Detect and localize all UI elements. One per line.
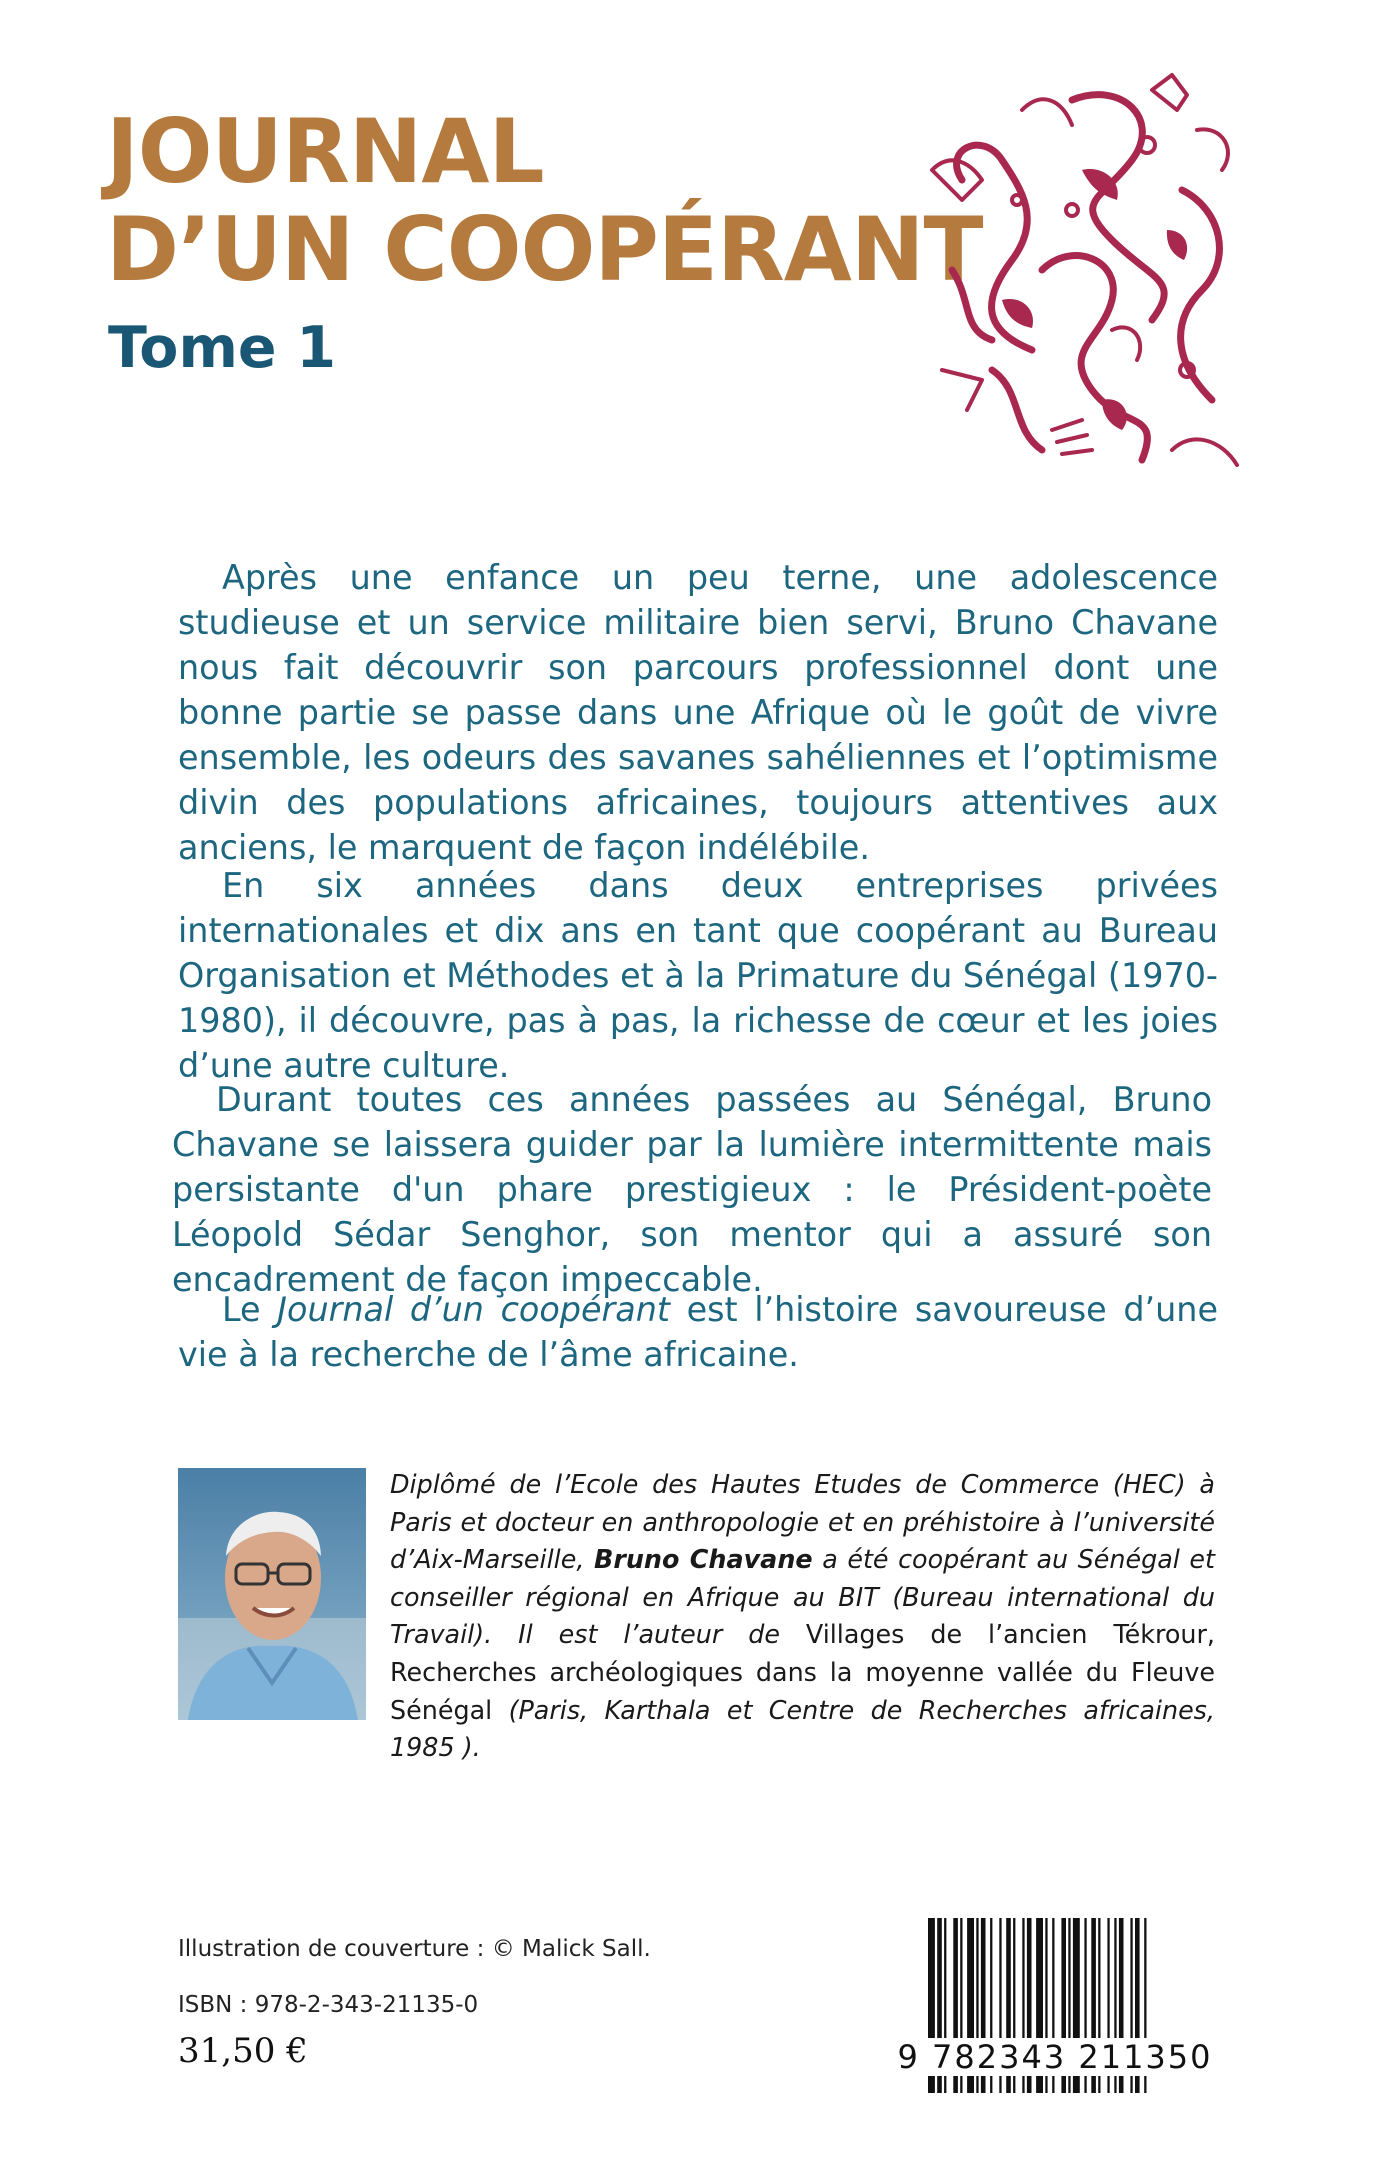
- price: 31,50 €: [178, 2031, 308, 2071]
- bio-intro: Diplômé de l’Ecole des Hautes Etudes de Commerce (HEC) à Paris et docteur en anthropologie et en préhistoire à l’université d’Aix-Marseille,: [390, 1469, 1215, 1575]
- summary-paragraph-4: [178, 1287, 1218, 1377]
- summary-p4-lead: Le: [222, 1290, 278, 1329]
- author-biography: [390, 1466, 1215, 1767]
- previous-book-title: Villages de l’ancien Tékrour, Recherches archéologiques dans la moyenne vallée du Fleuve Sénégal: [390, 1619, 1215, 1725]
- book-title-reference: Journal d’un coopérant: [277, 1290, 670, 1329]
- summary-paragraph-1: Après une enfance un peu terne, une adolescence studieuse et un service militaire bien servi, Bruno Chavane nous fait découvrir son parcours professionnel dont une bonne partie se passe dans une Afrique où le goût de vivre ensemble, les odeurs des savanes sahéliennes et l’optimisme divin des populations africaines, toujours attentives aux anciens, le marquent de façon indélébile.: [178, 558, 1218, 867]
- bio-career: a été coopérant au Sénégal et conseiller régional en Afrique au BIT (Bureau international du Travail). Il est l’auteur de: [390, 1544, 1216, 1650]
- barcode-icon: [926, 1918, 1204, 2108]
- illustration-credit: Illustration de couverture : © Malick Sall.: [178, 1936, 651, 1962]
- book-title-line-1: JOURNAL: [106, 100, 544, 203]
- isbn: ISBN : 978-2-343-21135-0: [178, 1992, 479, 2018]
- summary-p4-rest: est l’histoire savoureuse d’une vie à la recherche de l’âme africaine.: [178, 1290, 1218, 1374]
- author-name: Bruno Chavane: [593, 1544, 813, 1575]
- volume-subtitle: Tome 1: [108, 315, 337, 381]
- bio-publisher: (Paris, Karthala et Centre de Recherches africaines, 1985 ).: [390, 1694, 1215, 1763]
- summary-paragraph-2: En six années dans deux entreprises privées internationales et dix ans en tant que coopérant au Bureau Organisation et Méthodes et à la Primature du Sénégal (1970-1980), il découvre, pas à pas, la richesse de cœur et les joies d’une autre culture.: [178, 866, 1218, 1085]
- barcode-number: 9 782343 211350: [897, 2038, 1213, 2076]
- author-portrait-icon: [178, 1468, 366, 1720]
- summary-paragraph-3: Durant toutes ces années passées au Sénégal, Bruno Chavane se laissera guider par la lumière intermittente mais persistante d'un phare prestigieux : le Président-poète Léopold Sédar Senghor, son mentor qui a assuré son encadrement de façon impeccable.: [172, 1080, 1212, 1299]
- book-title-line-2: D’UN COOPÉRANT: [106, 198, 983, 301]
- abstract-figures-illustration-icon: [922, 70, 1252, 490]
